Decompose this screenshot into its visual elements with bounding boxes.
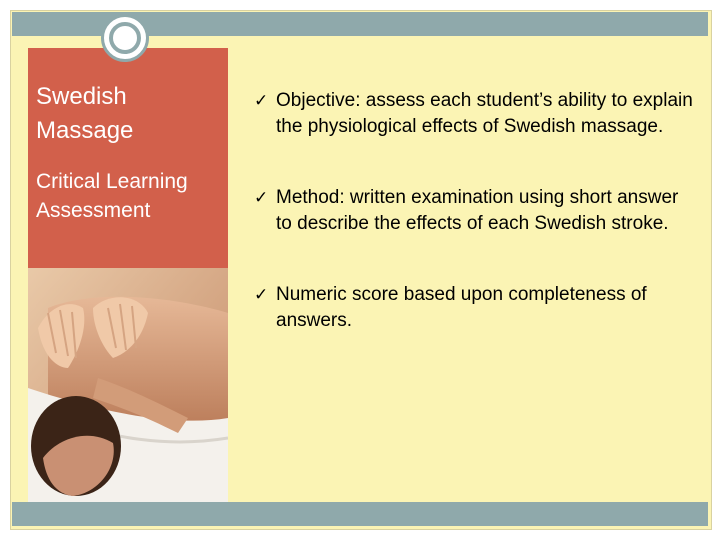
circle-ornament-icon [101,14,149,62]
bullet-objective [254,88,694,140]
check-icon: ✓ [254,285,269,304]
check-icon: ✓ [254,91,269,110]
slide-subtitle: Critical Learning Assessment [36,170,188,222]
bullet-text: Numeric score based upon completeness of answers. [276,284,647,331]
bullet-method [254,185,694,237]
bullet-text: Objective: assess each student’s ability to explain the physiological effects of Swedish massage. [276,90,693,137]
bullet-score [254,282,694,334]
bottom-band [12,502,708,526]
bullet-list [254,88,694,334]
massage-photo [28,268,228,502]
bullet-text: Method: written examination using short answer to describe the effects of each Swedish stroke. [276,187,679,234]
slide-title: Swedish Massage [36,83,134,144]
check-icon: ✓ [254,188,269,207]
